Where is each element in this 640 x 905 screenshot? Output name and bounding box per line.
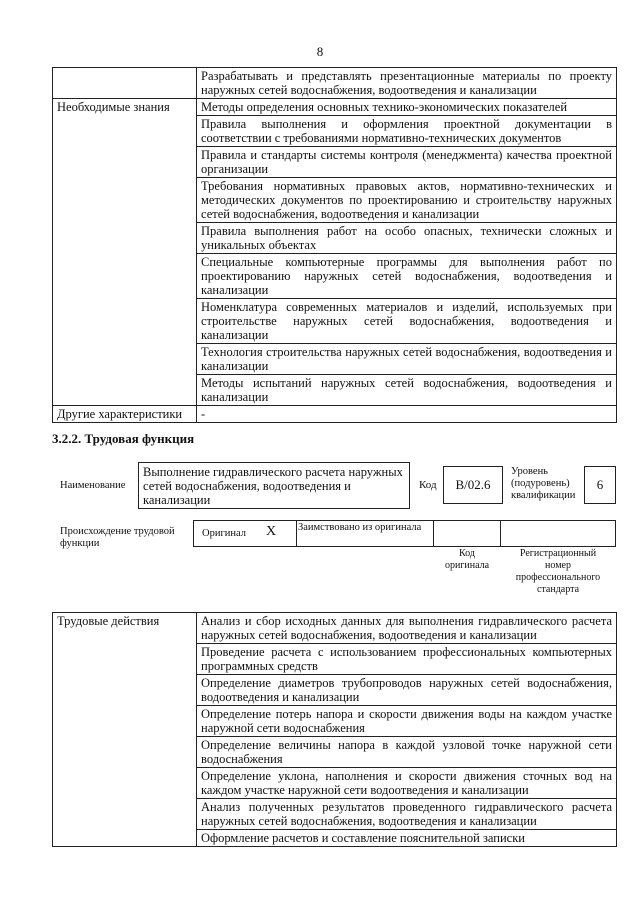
code-value: В/02.6 [443, 466, 503, 504]
name-box [138, 462, 410, 509]
knowledge-item: Методы испытаний наружных сетей водоснабжения, водоотведения и канализации [197, 375, 617, 406]
table-row [53, 299, 617, 344]
skill-cell: Разрабатывать и представлять презентационные материалы по проекту наружных сетей водоснабжения, водоотведения и канализации [197, 68, 617, 99]
table-row [53, 147, 617, 178]
actions-table [52, 612, 617, 847]
action-item: Анализ полученных результатов проведенного гидравлического расчета наружных сетей водоснабжения, водоотведения и канализации [197, 799, 617, 830]
page-number: 8 [316, 44, 324, 59]
function-name: Выполнение гидравлического расчета наружных сетей водоснабжения, водоотведения и канализации [143, 465, 403, 507]
level-value: 6 [584, 466, 616, 504]
knowledge-item: Требования нормативных правовых актов, нормативно-технических и методических документов по проектированию и строительству наружных сетей водоснабжения, водоотведения и канализации [197, 178, 617, 223]
table-row [53, 768, 617, 799]
action-item: Анализ и сбор исходных данных для выполнения гидравлического расчета наружных сетей водоснабжения, водоотведения и канализации [197, 613, 617, 644]
knowledge-item: Методы определения основных технико-экономических показателей [197, 99, 617, 116]
table-row [53, 799, 617, 830]
table-row [53, 737, 617, 768]
level-label: Уровень (подуровень) квалификации [511, 466, 576, 501]
table-row [53, 178, 617, 223]
knowledge-item: Специальные компьютерные программы для выполнения работ по проектированию наружных сетей водоснабжения, водоотведения и канализации [197, 254, 617, 299]
action-item: Проведение расчета с использованием профессиональных компьютерных программных средств [197, 644, 617, 675]
section-heading: 3.2.2. Трудовая функция [52, 431, 195, 446]
original-mark: X [266, 524, 277, 539]
table-row [53, 223, 617, 254]
actions-label: Трудовые действия [53, 613, 197, 644]
knowledge-item: Правила выполнения работ на особо опасных, технически сложных и уникальных объектах [197, 223, 617, 254]
name-label: Наименование [60, 480, 126, 491]
action-item: Определение величины напора в каждой узловой точке наружной сети водоснабжения [197, 737, 617, 768]
table-row [53, 68, 617, 99]
action-item: Определение диаметров трубопроводов наружных сетей водоснабжения, водоотведения и канализации [197, 675, 617, 706]
table-row [53, 406, 617, 423]
other-label: Другие характеристики [53, 406, 197, 423]
table-row [53, 254, 617, 299]
knowledge-item: Номенклатура современных материалов и изделий, используемых при строительстве наружных сетей водоснабжения, водоотведения и канализации [197, 299, 617, 344]
code-original-caption: Код оригинала [444, 548, 490, 571]
table-row [53, 116, 617, 147]
table-row [53, 613, 617, 644]
action-item: Определение потерь напора и скорости движения воды на каждом участке наружной сети водоснабжения [197, 706, 617, 737]
origin-label: Происхождение трудовой функции [60, 526, 175, 549]
action-item: Определение уклона, наполнения и скорости движения сточных вод на каждом участке наружной сети водоотведения и канализации [197, 768, 617, 799]
original-label: Оригинал [202, 528, 246, 539]
knowledge-label: Необходимые знания [53, 99, 197, 116]
knowledge-item: Правила выполнения и оформления проектной документации в соответствии с требованиями нормативно-технических документов [197, 116, 617, 147]
table-row [53, 706, 617, 737]
table-row [53, 344, 617, 375]
knowledge-item: Технология строительства наружных сетей водоснабжения, водоотведения и канализации [197, 344, 617, 375]
table-row [53, 375, 617, 406]
table-row [53, 675, 617, 706]
other-value: - [197, 406, 617, 423]
table-row [53, 644, 617, 675]
code-label: Код [419, 479, 437, 491]
registration-caption: Регистрационный номер профессионального стандарта [515, 548, 601, 595]
table-row [53, 99, 617, 116]
knowledge-item: Правила и стандарты системы контроля (менеджмента) качества проектной организации [197, 147, 617, 178]
knowledge-table [52, 67, 617, 423]
divider [500, 521, 501, 546]
table-row [53, 830, 617, 847]
borrowed-label: Заимствовано из оригинала [298, 522, 422, 533]
divider [433, 521, 434, 546]
action-item: Оформление расчетов и составление пояснительной записки [197, 830, 617, 847]
divider [296, 521, 297, 546]
